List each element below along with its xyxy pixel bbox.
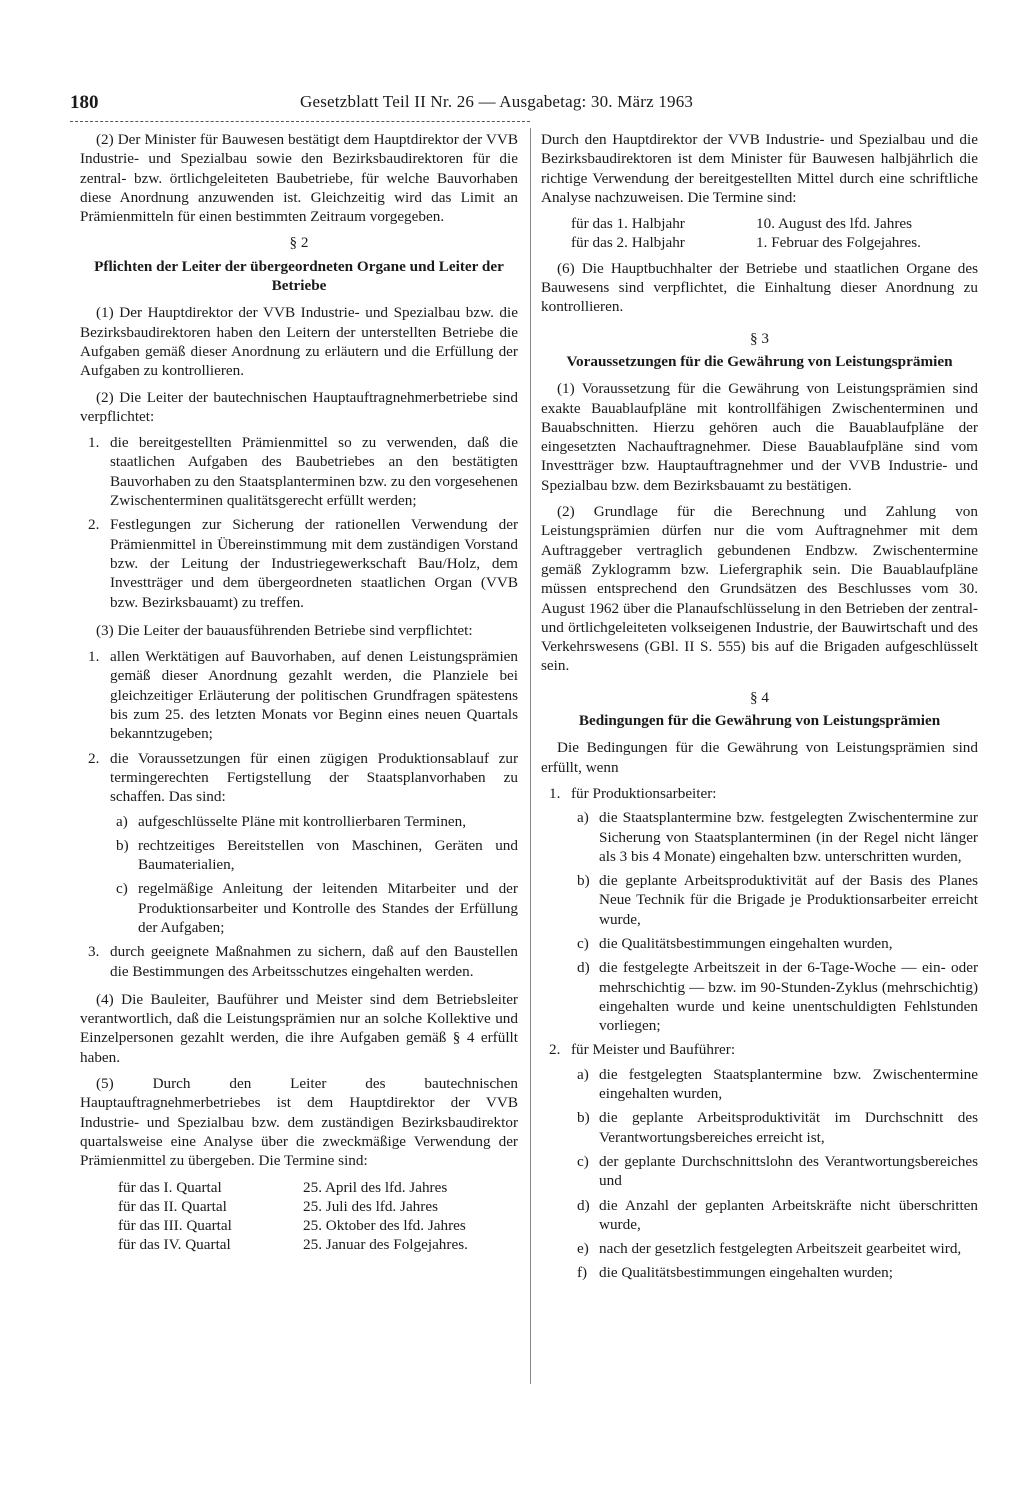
list-item <box>571 1239 978 1258</box>
list-marker: 1. <box>549 784 561 802</box>
list-item <box>571 871 978 929</box>
list-text: aufgeschlüsselte Pläne mit kontrollierbaren Terminen, <box>138 812 467 830</box>
term-period: für das III. Quartal <box>118 1217 232 1235</box>
list-item <box>571 808 978 866</box>
paragraph: (4) Die Bauleiter, Bauführer und Meister sind dem Betriebsleiter verantwortlich, daß die Leistungsprämien nur an solche Kollektive und Einzelpersonen gezahlt werden, die ihre Aufgaben gemäß § 4 erfüllt haben. <box>80 990 518 1066</box>
list-item <box>541 784 978 803</box>
term-date: 25. Januar des Folgejahres. <box>303 1236 468 1254</box>
sub-list <box>541 1065 978 1283</box>
list-marker: e) <box>577 1240 589 1258</box>
term-date: 25. Oktober des lfd. Jahres <box>303 1217 466 1235</box>
list-text: die Staatsplantermine bzw. festgelegten Zwischentermine zur Sicherung von Staatsplanterminen (in der Regel nicht länger als 3 bis 4 Monate) eingehalten bzw. unterschritten wurden, <box>599 809 978 865</box>
list-text: Festlegungen zur Sicherung der rationellen Verwendung der Prämienmittel in Übereinstimmung mit dem zuständigen Vorstand bzw. der Leitung der Industriegewerkschaft Bau/Holz, dem Investträger und dem übergeordneten staatlichen Organ (VVB bzw. Bezirksbauamt) zu treffen. <box>110 516 518 611</box>
list-item <box>571 934 978 953</box>
sub-list <box>80 812 518 938</box>
paragraph: Durch den Hauptdirektor der VVB Industrie- und Spezialbau und die Bezirksbaudirektoren ist dem Minister für Bauwesen halbjährlich die richtige Verwendung der bereitgestellten Mittel durch eine schriftliche Analyse nachzuweisen. Die Termine sind: <box>541 131 978 206</box>
list-text: durch geeignete Maßnahmen zu sichern, daß auf den Baustellen die Bestimmungen des Arbeitsschutzes eingehalten werden. <box>110 943 518 980</box>
list-text: die geplante Arbeitsproduktivität im Durchschnitt des Verantwortungsbereiches erreicht ist, <box>599 1109 978 1146</box>
list-text: allen Werktätigen auf Bauvorhaben, auf denen Leistungsprämien gemäß dieser Anordnung gezahlt werden, die Planziele bei gleichzeitiger Erläuterung der politischen Grundfragen spätestens bis zum 25. des letzten Monats vor Beginn eines neuen Quartals bekanntzugeben; <box>110 648 518 743</box>
paragraph: (6) Die Hauptbuchhalter der Betriebe und staatlichen Organe des Bauwesens sind verpflichtet, die Einhaltung dieser Anordnung zu kontrollieren. <box>541 259 978 316</box>
list-text: rechtzeitiges Bereitstellen von Maschinen, Geräten und Baumaterialien, <box>138 836 518 874</box>
section-number: § 4 <box>750 688 769 706</box>
list-item <box>571 1196 978 1235</box>
paragraph: (3) Die Leiter der bauausführenden Betriebe sind verpflichtet: <box>96 621 473 639</box>
list-marker: 2. <box>88 749 100 767</box>
list-text: nach der gesetzlich festgelegten Arbeitszeit gearbeitet wird, <box>599 1240 962 1258</box>
list-item <box>80 433 518 510</box>
running-title: Gesetzblatt Teil II Nr. 26 — Ausgabetag: 30. März 1963 <box>300 92 694 111</box>
list-marker: a) <box>577 1065 589 1083</box>
list-text: für Produktionsarbeiter: <box>571 784 717 802</box>
list-item <box>571 1108 978 1147</box>
list-item <box>80 942 518 981</box>
column-divider <box>530 128 531 1384</box>
list-text: der geplante Durchschnittslohn des Verantwortungsbereiches und <box>599 1152 978 1190</box>
deadline-table <box>80 1178 518 1255</box>
paragraph: (2) Grundlage für die Berechnung und Zahlung von Leistungsprämien dürfen nur die vom Auftragnehmer mit dem Auftraggeber vertraglich gebundenen Endbzw. Zwischentermine gemäß Zyklogramm bzw. Liefergraphik sein. Die Bauablaufpläne müssen entsprechend den Grundsätzen des Beschlusses vom 30. August 1962 über die Planaufschlüsselung in den Betrieben der zentral- und örtlichgeleiteten volkseigenen Industrie, der Bauwirtschaft und des Verkehrswesens (GBl. II S. 555) bis auf die Brigaden aufgeschlüsselt sein. <box>541 503 978 675</box>
list-marker: b) <box>116 836 129 854</box>
term-date: 1. Februar des Folgejahres. <box>756 234 921 252</box>
list-text: die geplante Arbeitsproduktivität auf der Basis des Planes Neue Technik für die Brigade je Produktionsarbeiter erreicht wurde, <box>599 872 978 928</box>
list-item <box>541 1040 978 1059</box>
term-period: für das 2. Halbjahr <box>571 234 685 252</box>
page-number: 180 <box>70 92 99 113</box>
list-item <box>571 958 978 1035</box>
list-marker: b) <box>577 872 590 890</box>
list-item <box>80 647 518 743</box>
list-text: für Meister und Bauführer: <box>571 1041 736 1059</box>
left-column <box>80 130 518 1261</box>
term-date: 10. August des lfd. Jahres <box>756 215 913 233</box>
list-marker: c) <box>116 880 128 898</box>
term-date: 25. April des lfd. Jahres <box>303 1178 448 1196</box>
page-header <box>70 92 980 116</box>
term-date: 25. Juli des lfd. Jahres <box>303 1197 438 1215</box>
list-marker: d) <box>577 959 590 977</box>
section-heading: Voraussetzungen für die Gewährung von Leistungsprämien <box>566 352 953 370</box>
list-marker: d) <box>577 1196 590 1214</box>
list-marker: a) <box>577 809 589 827</box>
term-period: für das 1. Halbjahr <box>571 215 685 233</box>
list-item <box>571 1263 978 1282</box>
list-text: die Qualitätsbestimmungen eingehalten wurden; <box>599 1264 893 1282</box>
list-marker: a) <box>116 812 128 830</box>
term-period: für das II. Quartal <box>118 1197 227 1215</box>
paragraph: (2) Die Leiter der bautechnischen Hauptauftragnehmerbetriebe sind verpflichtet: <box>80 388 518 425</box>
list-marker: c) <box>577 934 589 952</box>
paragraph: (1) Der Hauptdirektor der VVB Industrie- und Spezialbau bzw. die Bezirksbaudirektoren haben den Leitern der unterstellten Betriebe die Aufgaben gemäß dieser Anordnung zu erläutern und die Erfüllung der Aufgaben zu kontrollieren. <box>80 304 518 380</box>
header-rule <box>70 121 530 122</box>
paragraph: (1) Voraussetzung für die Gewährung von Leistungsprämien sind exakte Bauablaufpläne mit kontrollfähigen Zwischenterminen und Bauabschnitten. Hierzu gehören auch die Bauablaufpläne der eingesetzten Nachauftragnehmer. Diese Bauablaufpläne sind vom Investträger bzw. Hauptauftragnehmer und der VVB Industrie- und Spezialbau bzw. dem Bezirksbauamt zu bestätigen. <box>541 380 978 494</box>
list-marker: 2. <box>88 516 100 534</box>
section-heading: Bedingungen für die Gewährung von Leistungsprämien <box>578 712 941 730</box>
sub-list <box>541 808 978 1035</box>
list-marker: f) <box>577 1264 588 1282</box>
section-number: § 2 <box>289 234 309 252</box>
term-period: für das IV. Quartal <box>118 1236 231 1254</box>
paragraph: Die Bedingungen für die Gewährung von Leistungsprämien sind erfüllt, wenn <box>541 739 978 776</box>
list-text: die Voraussetzungen für einen zügigen Produktionsablauf zur termingerechten Fertigstellung der Staatsplanvorhaben zu schaffen. Das sind: <box>110 749 518 806</box>
term-period: für das I. Quartal <box>118 1178 222 1196</box>
list-marker: 1. <box>88 648 100 666</box>
list-item <box>571 1152 978 1191</box>
section-number: § 3 <box>750 329 769 347</box>
list-text: die bereitgestellten Prämienmittel so zu verwenden, daß die staatlichen Aufgaben des Baubetriebes an den bestätigten Bauvorhaben zu den Staatsplanterminen bzw. zu den vorgesehenen Zwischenterminen qualitätsgerecht erfüllt werden; <box>110 434 518 510</box>
list-text: die Qualitätsbestimmungen eingehalten wurden, <box>599 934 893 952</box>
list-text: die festgelegten Staatsplantermine bzw. Zwischentermine eingehalten wurden, <box>599 1065 978 1103</box>
list-marker: b) <box>577 1109 590 1127</box>
list-marker: 2. <box>549 1041 561 1059</box>
list-item <box>110 836 518 875</box>
right-column <box>541 130 978 1288</box>
list-marker: c) <box>577 1152 589 1170</box>
section-heading: Pflichten der Leiter der übergeordneten Organe und Leiter der Betriebe <box>94 257 504 295</box>
list-text: die festgelegte Arbeitszeit in der 6-Tage-Woche — ein- oder mehrschichtig — bzw. im 90-Stunden-Zyklus (mehrschichtig) eingehalten wurde und keine unentschuldigten Fehlstunden vorliegen; <box>599 959 978 1035</box>
deadline-table <box>541 214 978 253</box>
list-marker: 3. <box>88 943 100 961</box>
list-text: die Anzahl der geplanten Arbeitskräfte nicht überschritten wurde, <box>599 1196 978 1233</box>
paragraph: (5) Durch den Leiter des bautechnischen Hauptauftragnehmerbetriebes ist dem Hauptdirektor der VVB Industrie- und Spezialbau bzw. dem zuständigen Bezirksbaudirektor quartalsweise eine Analyse über die zweckmäßige Verwendung der Prämienmittel zu übergeben. Die Termine sind: <box>80 1075 518 1170</box>
list-item <box>110 879 518 937</box>
list-text: regelmäßige Anleitung der leitenden Mitarbeiter und der Produktionsarbeiter und Kontrolle des Standes der Erfüllung der Aufgaben; <box>138 880 518 936</box>
list-marker: 1. <box>88 434 100 452</box>
list-item <box>571 1065 978 1104</box>
list-item <box>110 812 518 831</box>
paragraph: (2) Der Minister für Bauwesen bestätigt dem Hauptdirektor der VVB Industrie- und Spezialbau sowie den Bezirksbaudirektoren für die zentral- bzw. örtlichgeleiteten Baubetriebe, für welche Bauvorhaben diese Anordnung anzuwenden ist. Gleichzeitig wird das Limit an Prämienmitteln für einen bestimmten Zeitraum vorgegeben. <box>80 131 518 226</box>
list-item <box>80 515 518 611</box>
list-item <box>80 749 518 807</box>
